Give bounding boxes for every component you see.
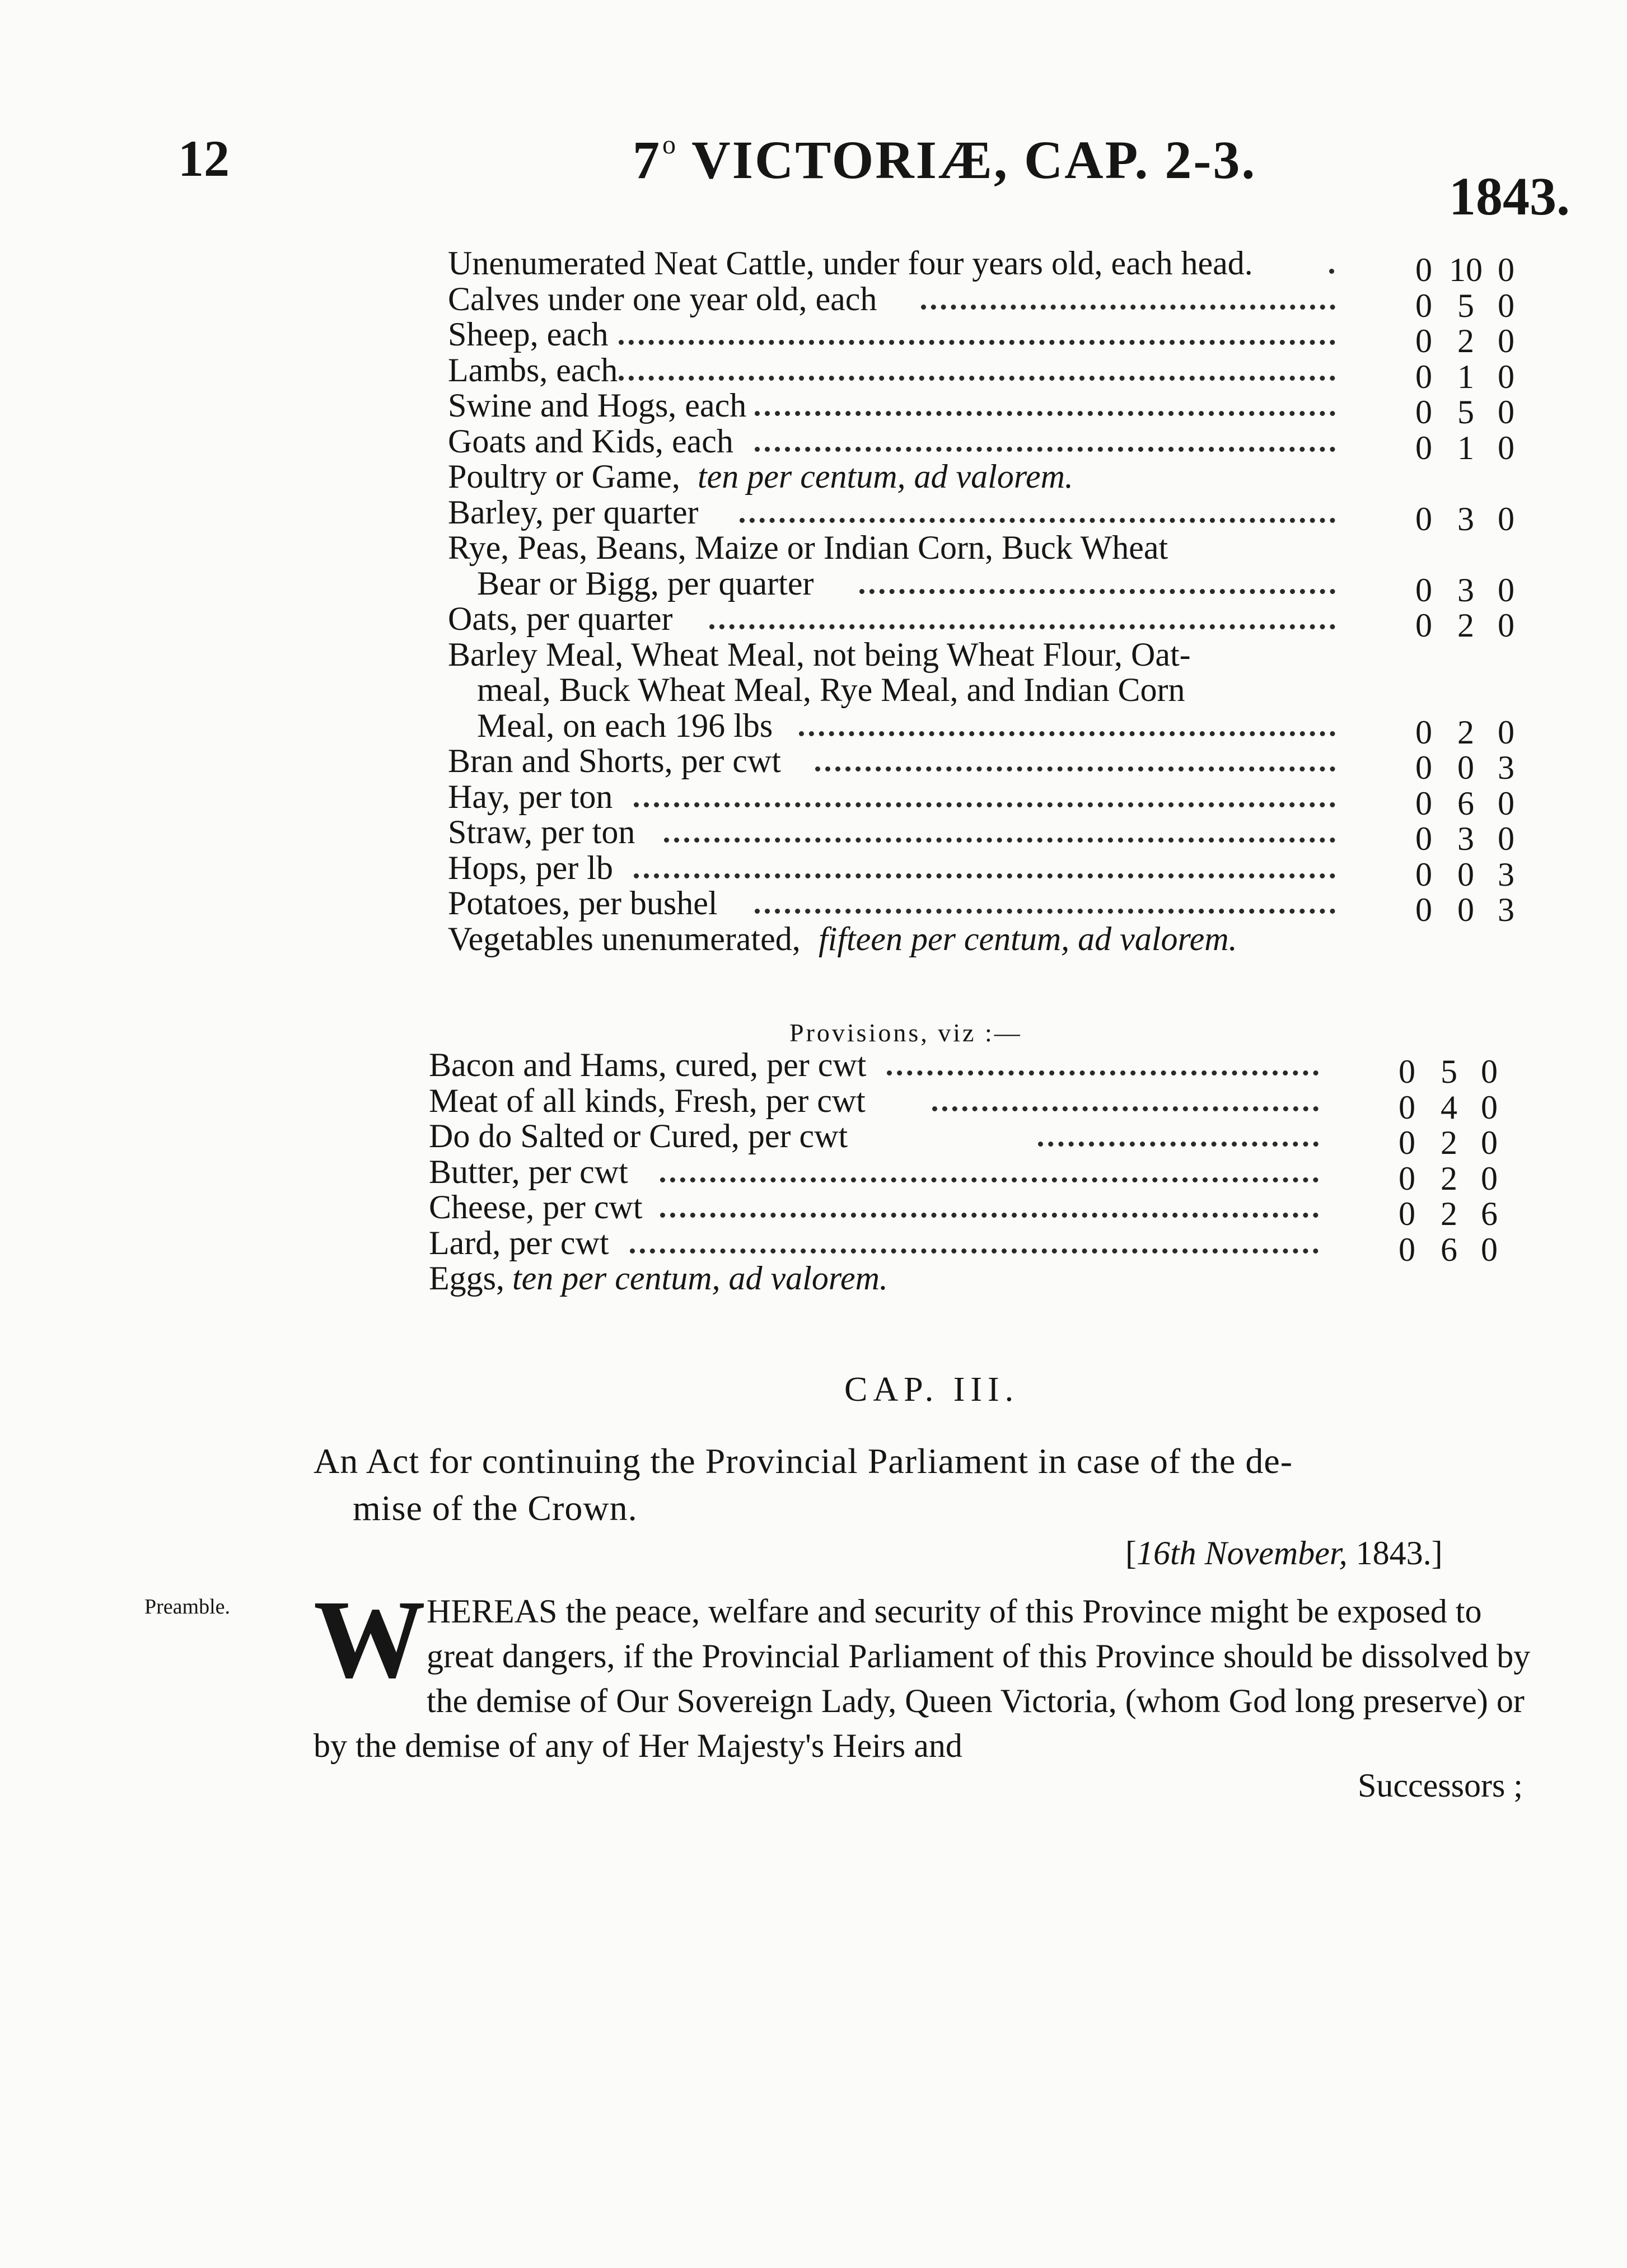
pence-value: 3: [1498, 749, 1514, 786]
act-title-line-1: An Act for continuing the Provincial Parliament in case of the de-: [314, 1441, 1293, 1481]
row-label: Calves under one year old, each: [448, 280, 877, 317]
leader-dots: [619, 370, 1335, 381]
pounds-value: 0: [1399, 1159, 1415, 1197]
leader-dots: [1038, 1136, 1319, 1147]
pounds-value: 0: [1415, 287, 1432, 324]
shillings-value: 6: [1457, 784, 1474, 822]
shillings-value: 5: [1457, 287, 1474, 324]
act-title-line-2: mise of the Crown.: [353, 1488, 638, 1528]
leader-dots: [859, 583, 1335, 594]
row-label: Poultry or Game,: [448, 458, 680, 495]
schedule-row: [0, 244, 1627, 288]
schedule-row: [0, 493, 1627, 537]
leader-dots: [709, 619, 1335, 629]
schedule-row: [0, 280, 1627, 324]
act-title: [314, 1438, 1568, 1532]
leader-dots: [921, 299, 1335, 310]
row-label: Hay, per ton: [448, 778, 613, 815]
schedule-row: [0, 457, 1627, 493]
schedule-row: [0, 600, 1627, 644]
pounds-value: 0: [1415, 500, 1432, 537]
preamble-text: HEREAS the peace, welfare and security of this Province might be exposed to great dangers, if the Provincial Parliament of this Province should be dissolved by the demise of Our Sovereign Lady, Queen Victoria, (whom God long preserve) or by the demise of any of Her Majesty's Heirs and: [314, 1593, 1531, 1764]
row-label: Hops, per lb: [448, 849, 613, 886]
row-label: Vegetables unenumerated,: [448, 920, 801, 957]
row-italic-note: ten per centum, ad valorem.: [698, 458, 1073, 495]
schedule-row: [0, 1082, 1627, 1126]
leader-dots: [887, 1065, 1319, 1075]
pounds-value: 0: [1415, 571, 1432, 609]
shillings-value: 5: [1457, 394, 1474, 431]
pence-value: 0: [1481, 1053, 1498, 1090]
schedule-row: [0, 671, 1627, 707]
row-label: Barley Meal, Wheat Meal, not being Wheat Flour, Oat-: [448, 635, 1191, 673]
row-italic-note: ten per centum, ad valorem.: [512, 1260, 888, 1297]
row-label: meal, Buck Wheat Meal, Rye Meal, and Indian Corn: [477, 671, 1185, 708]
pounds-value: 0: [1399, 1195, 1415, 1232]
schedule-row: [0, 742, 1627, 786]
schedule-row: [0, 778, 1627, 822]
shillings-value: 5: [1441, 1053, 1457, 1090]
schedule-row: [0, 564, 1627, 609]
row-label: Cheese, per cwt: [429, 1189, 643, 1226]
shillings-value: 6: [1441, 1231, 1457, 1268]
schedule-row: [0, 884, 1627, 928]
row-label: Bacon and Hams, cured, per cwt: [429, 1046, 867, 1083]
schedule-row: [0, 529, 1627, 564]
row-label: Bear or Bigg, per quarter: [477, 564, 814, 602]
shillings-value: 2: [1457, 607, 1474, 644]
pence-value: 0: [1498, 394, 1514, 431]
schedule-row: [0, 315, 1627, 359]
pence-value: 0: [1498, 571, 1514, 609]
leader-dots: [630, 1243, 1319, 1254]
preamble-end: Successors ;: [1358, 1767, 1523, 1804]
pounds-value: 0: [1415, 713, 1432, 751]
pence-value: 0: [1481, 1124, 1498, 1161]
pounds-value: 0: [1415, 855, 1432, 893]
shillings-value: 0: [1457, 855, 1474, 893]
schedule-row: [0, 849, 1627, 893]
pence-value: 0: [1481, 1231, 1498, 1268]
shillings-value: 3: [1457, 571, 1474, 609]
pounds-value: 0: [1415, 322, 1432, 359]
title-text: VICTORIÆ, CAP. 2-3.: [691, 130, 1257, 190]
provisions-heading: Provisions, viz :—: [789, 1018, 1022, 1047]
schedule-row: [0, 813, 1627, 857]
schedule-row: [0, 1259, 1627, 1295]
leader-dots: [664, 832, 1335, 843]
row-label: Goats and Kids, each: [448, 422, 733, 460]
row-label: Bran and Shorts, per cwt: [448, 742, 781, 779]
date-day: 16th November,: [1136, 1535, 1348, 1572]
pence-value: 0: [1498, 429, 1514, 466]
schedule-row: [0, 386, 1627, 431]
leader-dots: [660, 1207, 1319, 1218]
preamble-paragraph: [314, 1578, 1551, 1768]
shillings-value: 0: [1457, 749, 1474, 786]
row-label: Butter, per cwt: [429, 1153, 628, 1190]
pounds-value: 0: [1399, 1124, 1415, 1161]
drop-cap: W: [314, 1578, 420, 1701]
shillings-value: 3: [1457, 500, 1474, 537]
schedule-row: [0, 635, 1627, 671]
act-date: [1125, 1534, 1443, 1573]
row-label: Meat of all kinds, Fresh, per cwt: [429, 1082, 866, 1119]
row-label: Barley, per quarter: [448, 493, 699, 531]
margin-note-preamble: Preamble.: [144, 1595, 231, 1619]
shillings-value: 3: [1457, 820, 1474, 857]
pence-value: 3: [1498, 891, 1514, 928]
leader-dots: [799, 726, 1335, 736]
leader-dots: [815, 761, 1335, 771]
row-label: Oats, per quarter: [448, 600, 673, 637]
row-label: Straw, per ton: [448, 813, 635, 850]
pence-value: 0: [1498, 713, 1514, 751]
shillings-value: 1: [1457, 358, 1474, 395]
row-italic-note: fifteen per centum, ad valorem.: [819, 920, 1237, 957]
title-number: 7: [633, 130, 661, 190]
row-label: Do do Salted or Cured, per cwt: [429, 1117, 848, 1154]
leader-dots: [755, 441, 1335, 452]
leader-dots: [634, 797, 1335, 807]
schedule-row: [0, 1153, 1627, 1197]
pence-value: 0: [1498, 322, 1514, 359]
row-label: Sheep, each: [448, 316, 609, 353]
schedule-row: [0, 707, 1627, 751]
leader-dots: [619, 334, 1335, 345]
schedule-row: [0, 1117, 1627, 1161]
date-bracket: [: [1125, 1535, 1137, 1572]
pence-value: 0: [1498, 820, 1514, 857]
leader-dots: [1329, 263, 1335, 274]
schedule-row: [0, 920, 1627, 956]
shillings-value: 0: [1457, 891, 1474, 928]
pounds-value: 0: [1415, 394, 1432, 431]
shillings-value: 2: [1441, 1124, 1457, 1161]
pence-value: 0: [1498, 358, 1514, 395]
pounds-value: 0: [1399, 1053, 1415, 1090]
pence-value: 0: [1481, 1159, 1498, 1197]
pence-value: 0: [1498, 784, 1514, 822]
pounds-value: 0: [1415, 891, 1432, 928]
schedule-row: [0, 1046, 1627, 1090]
shillings-value: 1: [1457, 429, 1474, 466]
schedule-row: [0, 422, 1627, 466]
pounds-value: 0: [1415, 358, 1432, 395]
shillings-value: 4: [1441, 1088, 1457, 1126]
shillings-value: 10: [1449, 251, 1483, 288]
pence-value: 0: [1481, 1088, 1498, 1126]
running-title: [633, 129, 1256, 191]
pence-value: 0: [1498, 251, 1514, 288]
row-label: Potatoes, per bushel: [448, 885, 718, 922]
leader-dots: [660, 1172, 1319, 1182]
leader-dots: [634, 868, 1335, 878]
pounds-value: 0: [1415, 429, 1432, 466]
row-label: Lambs, each: [448, 351, 618, 389]
header-year: 1843.: [1449, 166, 1570, 226]
leader-dots: [755, 405, 1335, 416]
shillings-value: 2: [1457, 713, 1474, 751]
row-label: Eggs,: [429, 1260, 504, 1297]
pence-value: 6: [1481, 1195, 1498, 1232]
date-year: 1843.]: [1347, 1535, 1443, 1572]
row-label: Rye, Peas, Beans, Maize or Indian Corn, Buck Wheat: [448, 529, 1168, 566]
shillings-value: 2: [1457, 322, 1474, 359]
pounds-value: 0: [1415, 784, 1432, 822]
shillings-value: 2: [1441, 1159, 1457, 1197]
pounds-value: 0: [1415, 749, 1432, 786]
pence-value: 0: [1498, 607, 1514, 644]
chapter-heading: CAP. III.: [844, 1371, 1020, 1409]
pounds-value: 0: [1399, 1088, 1415, 1126]
schedule-row: [0, 1188, 1627, 1232]
pounds-value: 0: [1415, 607, 1432, 644]
leader-dots: [755, 903, 1335, 914]
leader-dots: [932, 1101, 1319, 1111]
row-label: Swine and Hogs, each: [448, 387, 747, 424]
pounds-value: 0: [1415, 820, 1432, 857]
pence-value: 0: [1498, 500, 1514, 537]
pounds-value: 0: [1415, 251, 1432, 288]
row-label: Meal, on each 196 lbs: [477, 707, 773, 744]
schedule-row: [0, 1224, 1627, 1268]
pence-value: 0: [1498, 287, 1514, 324]
row-label: Lard, per cwt: [429, 1224, 609, 1261]
schedule-row: [0, 351, 1627, 395]
pence-value: 3: [1498, 855, 1514, 893]
title-superscript: o: [662, 130, 677, 160]
pounds-value: 0: [1399, 1231, 1415, 1268]
page-number: 12: [178, 130, 230, 187]
shillings-value: 2: [1441, 1195, 1457, 1232]
row-label: Unenumerated Neat Cattle, under four years old, each head.: [448, 245, 1253, 282]
leader-dots: [740, 512, 1335, 523]
